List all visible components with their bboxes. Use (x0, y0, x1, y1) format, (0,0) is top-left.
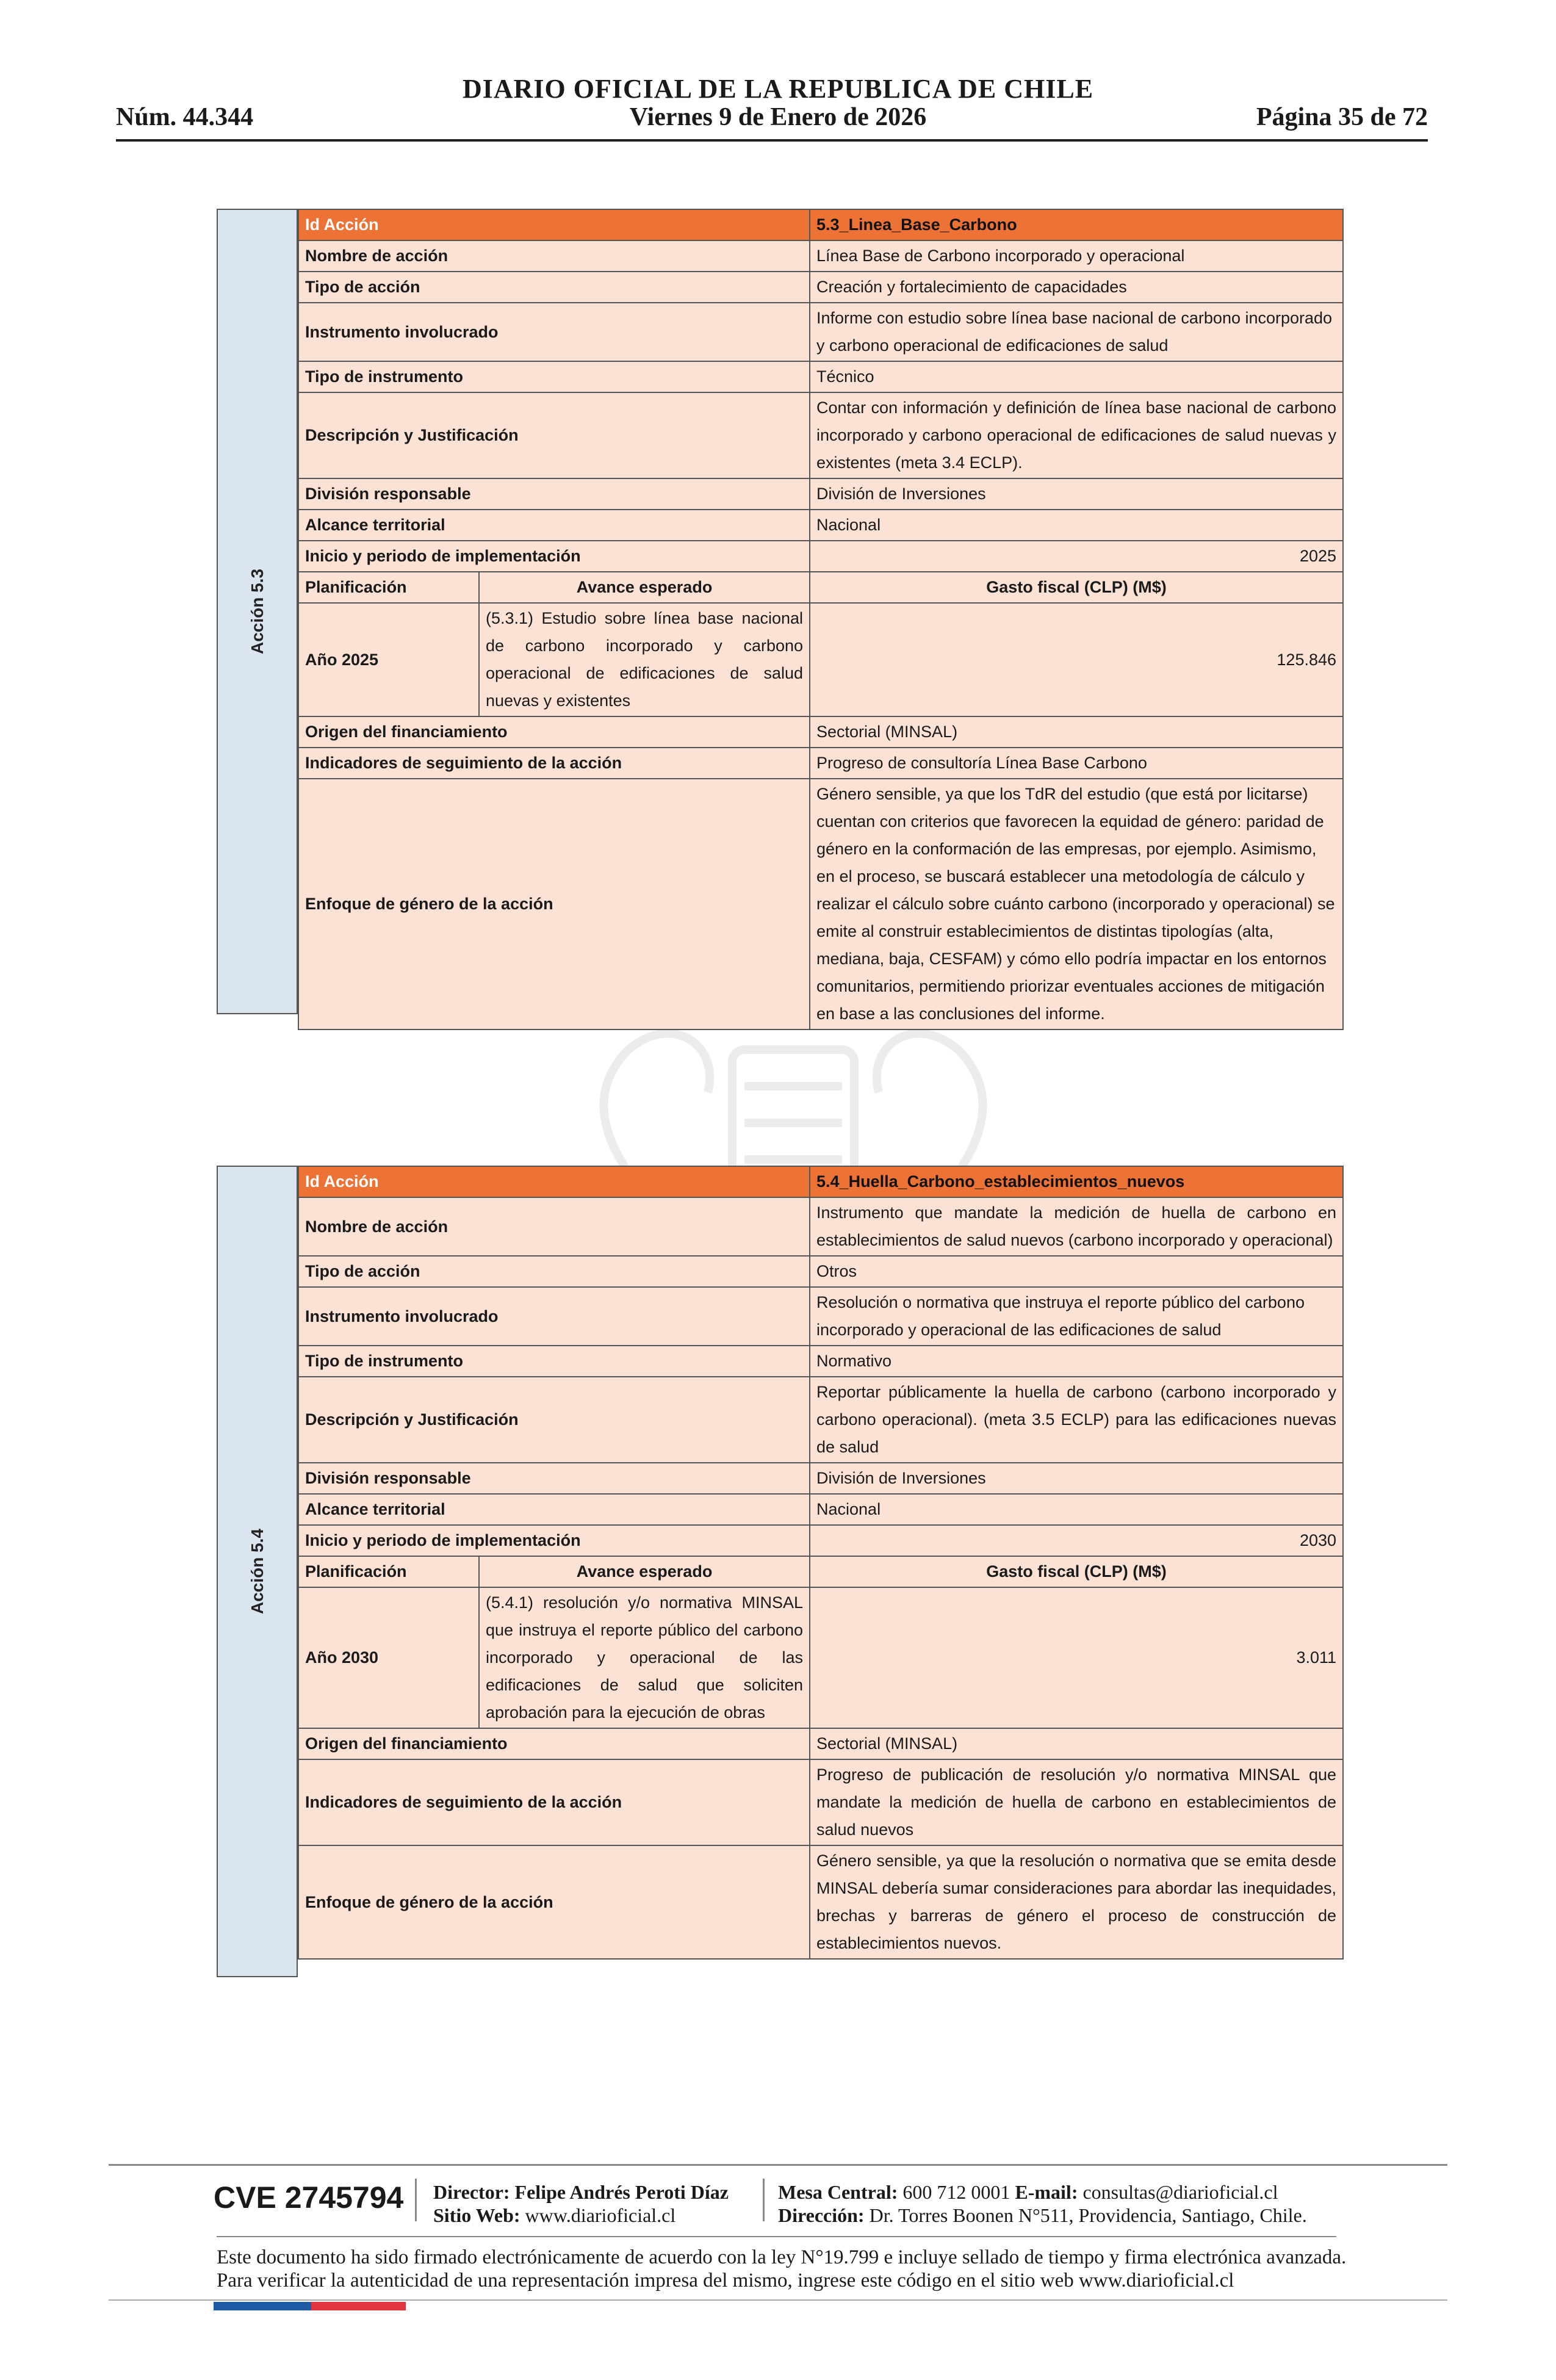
instrumento-label: Instrumento involucrado (298, 1287, 810, 1346)
nombre-value: Instrumento que mandate la medición de huella de carbono en establecimientos de salud nuevos (carbono incorporado y operacional) (810, 1197, 1343, 1256)
nombre-label: Nombre de acción (298, 1197, 810, 1256)
footer-director-block (433, 2180, 729, 2227)
table-row (298, 1556, 1343, 1587)
mesa-value: 600 712 0001 (902, 2181, 1010, 2203)
id-label: Id Acción (298, 1166, 810, 1197)
header-rule (116, 139, 1428, 142)
anio-label: Año 2025 (298, 603, 479, 716)
table-row (298, 478, 1343, 510)
origen-label: Origen del financiamiento (298, 1728, 810, 1759)
alcance-label: Alcance territorial (298, 510, 810, 541)
director-value: Felipe Andrés Peroti Díaz (514, 2181, 729, 2203)
division-label: División responsable (298, 1463, 810, 1494)
instrumento-label: Instrumento involucrado (298, 303, 810, 361)
nombre-label: Nombre de acción (298, 240, 810, 272)
footer-rule (217, 2236, 1336, 2237)
table-row (298, 209, 1343, 240)
enfoque-value: Género sensible, ya que la resolución o normativa que se emita desde MINSAL debería sumar consideraciones para abordar las inequidades, brechas y barreras de género el proceso de construcción de establecimientos nuevos. (810, 1845, 1343, 1959)
action-block-5-3 (217, 209, 1342, 1023)
table-row (298, 1166, 1343, 1197)
avance-value: (5.4.1) resolución y/o normativa MINSAL que instruya el reporte público del carbono incorporado y operacional de las edificaciones de salud que soliciten aprobación para la ejecución de obras (479, 1587, 810, 1728)
inicio-label: Inicio y periodo de implementación (298, 541, 810, 572)
table-row (298, 1287, 1343, 1346)
nombre-value: Línea Base de Carbono incorporado y operacional (810, 240, 1343, 272)
footer-rule (109, 2299, 1447, 2301)
action-side-label: Acción 5.3 (217, 209, 298, 1014)
table-row (298, 572, 1343, 603)
tipo-label: Tipo de acción (298, 272, 810, 303)
table-row (298, 1728, 1343, 1759)
sitio-label: Sitio Web: (433, 2204, 520, 2226)
flag-stripe-red (311, 2302, 406, 2310)
table-row (298, 272, 1343, 303)
tipo-instrumento-value: Normativo (810, 1346, 1343, 1377)
table-row (298, 1463, 1343, 1494)
action-table (298, 1166, 1344, 1960)
anio-label: Año 2030 (298, 1587, 479, 1728)
instrumento-value: Informe con estudio sobre línea base nacional de carbono incorporado y carbono operacional de edificaciones de salud (810, 303, 1343, 361)
issue-date: Viernes 9 de Enero de 2026 (629, 103, 927, 131)
direccion-value: Dr. Torres Boonen N°511, Providencia, Santiago, Chile. (869, 2204, 1307, 2226)
instrumento-value: Resolución o normativa que instruya el reporte público del carbono incorporado y operacional de las edificaciones de salud (810, 1287, 1343, 1346)
footer-rule (109, 2164, 1447, 2166)
tipo-instrumento-label: Tipo de instrumento (298, 361, 810, 392)
indicadores-value: Progreso de publicación de resolución y/o normativa MINSAL que mandate la medición de huella de carbono en establecimientos de salud nuevos (810, 1759, 1343, 1845)
gasto-value: 125.846 (810, 603, 1343, 716)
action-block-5-4 (217, 1166, 1342, 1977)
descripcion-label: Descripción y Justificación (298, 1377, 810, 1463)
flag-stripe-blue (214, 2302, 311, 2310)
table-row (298, 1587, 1343, 1728)
table-row (298, 1525, 1343, 1556)
footer-contact-block (778, 2180, 1307, 2227)
mesa-label: Mesa Central: (778, 2181, 898, 2203)
inicio-value: 2025 (810, 541, 1343, 572)
descripcion-value: Contar con información y definición de línea base nacional de carbono incorporado y carbono operacional de edificaciones de salud nuevas y existentes (meta 3.4 ECLP). (810, 392, 1343, 478)
origen-label: Origen del financiamiento (298, 716, 810, 748)
id-value: 5.4_Huella_Carbono_establecimientos_nuevos (810, 1166, 1343, 1197)
division-value: División de Inversiones (810, 1463, 1343, 1494)
avance-value: (5.3.1) Estudio sobre línea base nacional de carbono incorporado y carbono operacional de edificaciones de salud nuevas y existentes (479, 603, 810, 716)
table-row (298, 240, 1343, 272)
table-row (298, 716, 1343, 748)
issue-number: Núm. 44.344 (116, 103, 254, 131)
table-row (298, 1845, 1343, 1959)
footer-divider (763, 2179, 765, 2221)
table-row (298, 1256, 1343, 1287)
action-side-label: Acción 5.4 (217, 1166, 298, 1977)
tipo-instrumento-label: Tipo de instrumento (298, 1346, 810, 1377)
indicadores-label: Indicadores de seguimiento de la acción (298, 748, 810, 779)
indicadores-label: Indicadores de seguimiento de la acción (298, 1759, 810, 1845)
gasto-label: Gasto fiscal (CLP) (M$) (810, 572, 1343, 603)
table-row (298, 1759, 1343, 1845)
planificacion-label: Planificación (298, 1556, 479, 1587)
division-label: División responsable (298, 478, 810, 510)
table-row (298, 510, 1343, 541)
inicio-label: Inicio y periodo de implementación (298, 1525, 810, 1556)
director-label: Director: (433, 2181, 510, 2203)
table-row (298, 748, 1343, 779)
email-link[interactable]: consultas@diarioficial.cl (1082, 2181, 1278, 2203)
gasto-label: Gasto fiscal (CLP) (M$) (810, 1556, 1343, 1587)
alcance-value: Nacional (810, 1494, 1343, 1525)
planificacion-label: Planificación (298, 572, 479, 603)
table-row (298, 541, 1343, 572)
descripcion-label: Descripción y Justificación (298, 392, 810, 478)
avance-label: Avance esperado (479, 1556, 810, 1587)
origen-value: Sectorial (MINSAL) (810, 1728, 1343, 1759)
table-row (298, 779, 1343, 1030)
id-label: Id Acción (298, 209, 810, 240)
action-table (298, 209, 1344, 1030)
descripcion-value: Reportar públicamente la huella de carbono (carbono incorporado y carbono operacional). (meta 3.5 ECLP) para las edificaciones nuevas de salud (810, 1377, 1343, 1463)
email-label: E-mail: (1015, 2181, 1078, 2203)
gasto-value: 3.011 (810, 1587, 1343, 1728)
legal-notice: Este documento ha sido firmado electrónicamente de acuerdo con la ley N°19.799 e incluye sellado de tiempo y firma electrónica avanzada. Para verificar la autenticidad de una representación impresa del mismo, ingrese este código en el sitio web www.diarioficial.cl (217, 2246, 1347, 2292)
division-value: División de Inversiones (810, 478, 1343, 510)
alcance-label: Alcance territorial (298, 1494, 810, 1525)
page-number: Página 35 de 72 (1256, 103, 1428, 131)
newspaper-title: DIARIO OFICIAL DE LA REPUBLICA DE CHILE (462, 74, 1094, 104)
table-row (298, 603, 1343, 716)
table-row (298, 1377, 1343, 1463)
origen-value: Sectorial (MINSAL) (810, 716, 1343, 748)
alcance-value: Nacional (810, 510, 1343, 541)
footer-divider (415, 2179, 417, 2221)
table-row (298, 361, 1343, 392)
table-row (298, 1346, 1343, 1377)
indicadores-value: Progreso de consultoría Línea Base Carbono (810, 748, 1343, 779)
table-row (298, 392, 1343, 478)
tipo-value: Creación y fortalecimiento de capacidades (810, 272, 1343, 303)
id-value: 5.3_Linea_Base_Carbono (810, 209, 1343, 240)
avance-label: Avance esperado (479, 572, 810, 603)
table-row (298, 303, 1343, 361)
tipo-instrumento-value: Técnico (810, 361, 1343, 392)
enfoque-label: Enfoque de género de la acción (298, 779, 810, 1030)
tipo-value: Otros (810, 1256, 1343, 1287)
enfoque-label: Enfoque de género de la acción (298, 1845, 810, 1959)
sitio-link[interactable]: www.diarioficial.cl (525, 2204, 676, 2226)
tipo-label: Tipo de acción (298, 1256, 810, 1287)
direccion-label: Dirección: (778, 2204, 865, 2226)
cve-code: CVE 2745794 (214, 2180, 404, 2215)
table-row (298, 1494, 1343, 1525)
enfoque-value: Género sensible, ya que los TdR del estudio (que está por licitarse) cuentan con criterios que favorecen la equidad de género: paridad de género en la conformación de las empresas, por ejemplo. Asimismo, en el proceso, se buscará establecer una metodología de cálculo y realizar el cálculo sobre cuánto carbono (incorporado y operacional) se emite al construir establecimientos de distintas tipologías (alta, mediana, baja, CESFAM) y cómo ello podría impactar en los entornos comunitarios, permitiendo priorizar eventuales acciones de mitigación en base a las conclusiones del informe. (810, 779, 1343, 1030)
inicio-value: 2030 (810, 1525, 1343, 1556)
table-row (298, 1197, 1343, 1256)
